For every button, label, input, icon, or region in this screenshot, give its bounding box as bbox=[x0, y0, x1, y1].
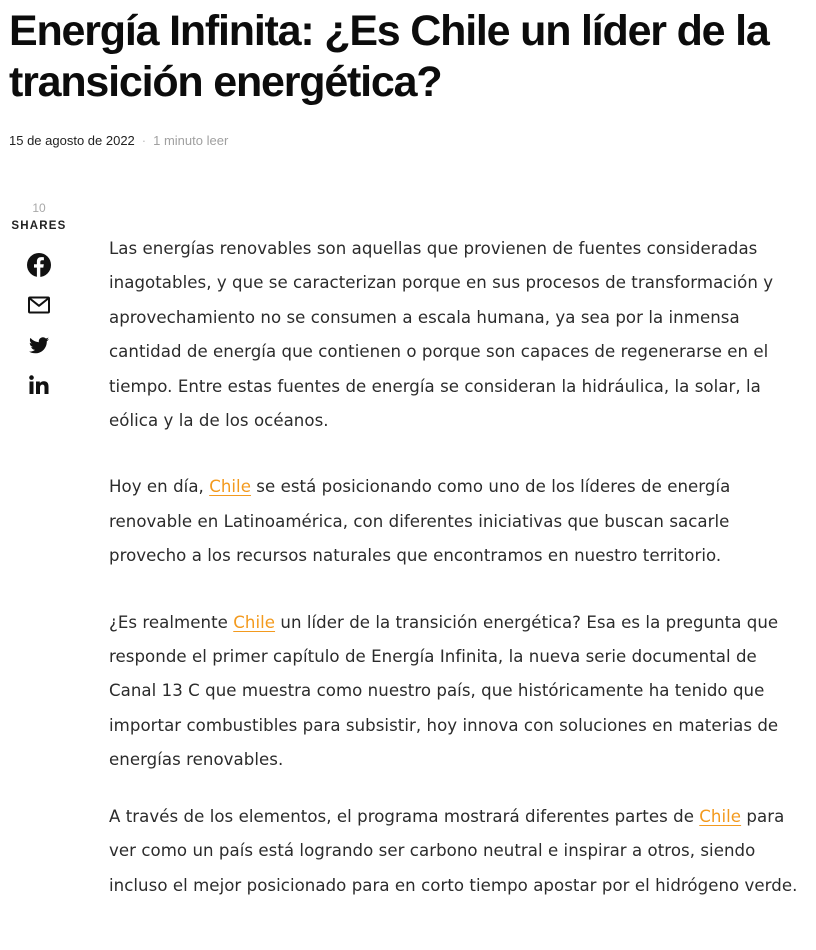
paragraph-text: un líder de la transición energética? Esa es la pregunta que responde el primer capítulo de Energía Infinita, la nueva serie documental de Canal 13 C que muestra como nuestro país, que históricamente ha tenido que importar combustibles para subsistir, hoy innova con soluciones en materias de energías renovables. bbox=[109, 612, 779, 770]
share-count: 10 bbox=[32, 201, 46, 215]
meta-separator: · bbox=[141, 133, 147, 148]
twitter-icon[interactable] bbox=[26, 332, 52, 358]
mail-icon[interactable] bbox=[26, 292, 52, 318]
article-date: 15 de agosto de 2022 bbox=[9, 133, 135, 148]
paragraph-text: se está posicionando como uno de los líderes de energía renovable en Latinoamérica, con diferentes iniciativas que buscan sacarle provecho a los recursos naturales que encontramos en nuestro territorio. bbox=[109, 477, 731, 566]
paragraph-text: A través de los elementos, el programa mostrará diferentes partes de bbox=[109, 806, 700, 826]
paragraph-text: para ver como un país está logrando ser carbono neutral e inspirar a otros, siendo incluso el mejor posicionado para en corto tiempo apostar por el hidrógeno verde. bbox=[109, 806, 798, 895]
chile-link[interactable]: Chile bbox=[209, 477, 251, 497]
chile-link[interactable]: Chile bbox=[233, 612, 276, 632]
article-title: Energía Infinita: ¿Es Chile un líder de la transición energética? bbox=[9, 7, 769, 106]
article-body bbox=[109, 232, 799, 903]
linkedin-icon[interactable] bbox=[26, 372, 52, 398]
share-bar bbox=[0, 200, 78, 398]
paragraph-text: Hoy en día, bbox=[109, 477, 210, 497]
chile-link[interactable]: Chile bbox=[699, 806, 742, 826]
paragraph bbox=[109, 800, 799, 903]
article-meta bbox=[9, 132, 228, 150]
paragraph-text: ¿Es realmente bbox=[109, 612, 234, 632]
paragraph bbox=[109, 606, 799, 778]
paragraph bbox=[109, 470, 799, 573]
facebook-icon[interactable] bbox=[26, 252, 52, 278]
read-time: 1 minuto leer bbox=[153, 133, 229, 148]
share-label: SHARES bbox=[11, 220, 67, 232]
paragraph: Las energías renovables son aquellas que provienen de fuentes consideradas inagotables, y que se caracterizan porque en sus procesos de transformación y aprovechamiento no se consumen a escala humana, ya sea por la inmensa cantidad de energía que contienen o porque son capaces de regenerarse en el tiempo. Entre estas fuentes de energía se consideran la hidráulica, la solar, la eólica y la de los océanos. bbox=[109, 239, 774, 431]
